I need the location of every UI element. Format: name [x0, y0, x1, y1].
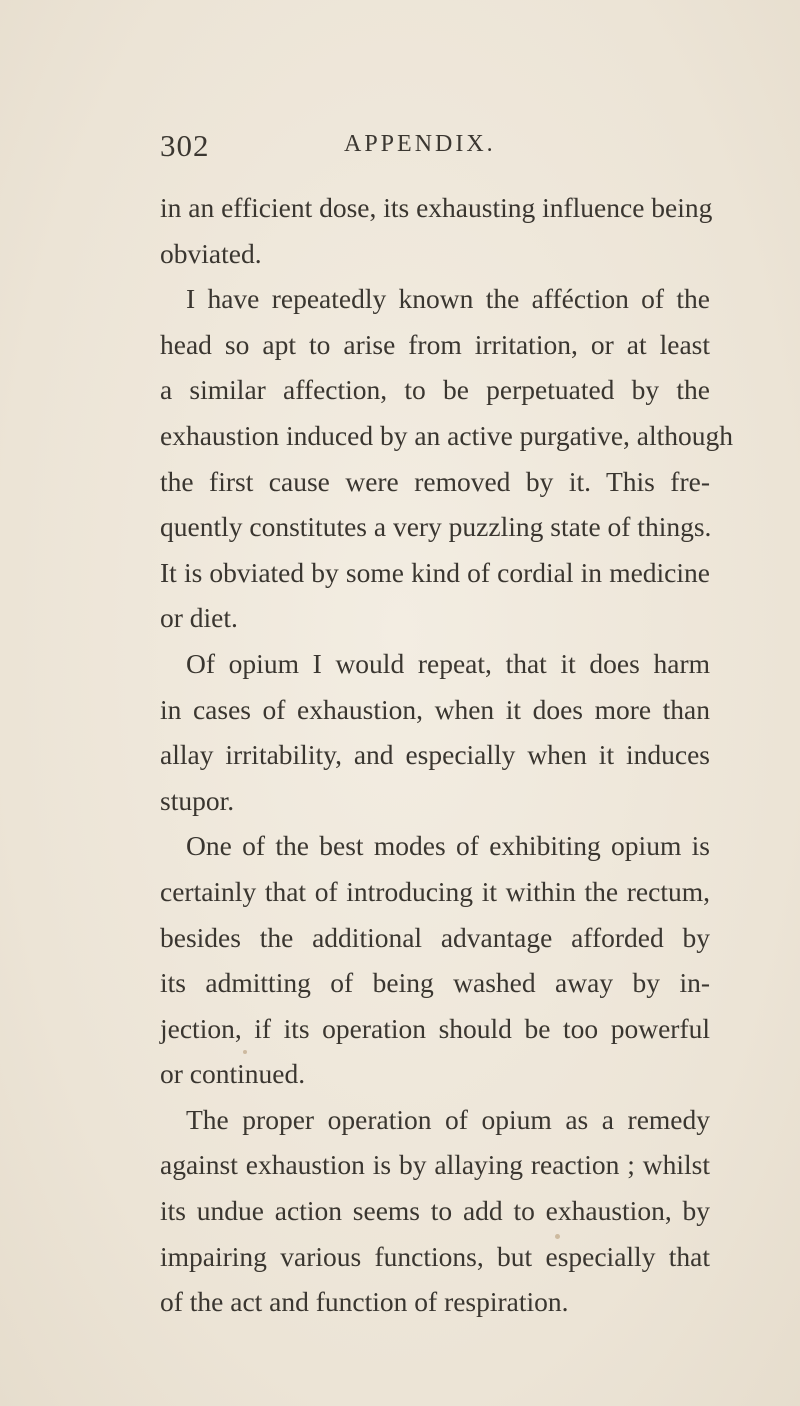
body-text	[160, 185, 734, 1325]
text-line: a similar affection, to be perpetuated by the	[160, 374, 710, 406]
running-head	[160, 128, 720, 168]
text-line: I have repeatedly known the afféction of the	[186, 283, 710, 315]
text-line: stupor.	[160, 784, 235, 816]
text-line: its admitting of being washed away by in-	[160, 967, 710, 999]
text-line: or diet.	[160, 602, 238, 634]
text-line: Of opium I would repeat, that it does harm	[186, 647, 710, 679]
text-line: against exhaustion is by allaying reaction ; whilst	[160, 1149, 710, 1181]
paper-speck	[555, 1234, 560, 1239]
page-number: 302	[160, 128, 210, 163]
paragraph	[160, 641, 710, 823]
text-line: quently constitutes a very puzzling state of things.	[160, 511, 712, 543]
text-line: jection, if its operation should be too powerful	[160, 1012, 710, 1044]
paper-speck	[243, 1050, 247, 1054]
paragraph	[160, 1097, 710, 1325]
text-line: exhaustion induced by an active purgative, although	[160, 419, 734, 451]
text-line: impairing various functions, but especially that	[160, 1240, 710, 1272]
paragraph	[160, 185, 713, 276]
running-title: APPENDIX.	[344, 131, 496, 157]
paragraph	[160, 823, 710, 1097]
text-line: It is obviated by some kind of cordial in medicine	[160, 556, 710, 588]
text-line: besides the additional advantage afforded by	[160, 921, 710, 953]
text-line: in an efficient dose, its exhausting influence being	[160, 192, 713, 223]
text-line: obviated.	[160, 237, 262, 269]
text-line: the first cause were removed by it. This fre-	[160, 465, 710, 497]
text-line: The proper operation of opium as a remedy	[186, 1103, 710, 1135]
text-line: allay irritability, and especially when it induces	[160, 739, 710, 771]
text-line: One of the best modes of exhibiting opium is	[186, 830, 710, 862]
text-line: certainly that of introducing it within the rectum,	[160, 875, 710, 907]
text-line: its undue action seems to add to exhaustion, by	[160, 1195, 710, 1227]
text-line: in cases of exhaustion, when it does more than	[160, 693, 710, 725]
text-line: head so apt to arise from irritation, or at least	[160, 328, 710, 360]
paragraph	[160, 276, 734, 641]
text-line: of the act and function of respiration.	[160, 1286, 569, 1318]
text-line: or continued.	[160, 1058, 306, 1090]
